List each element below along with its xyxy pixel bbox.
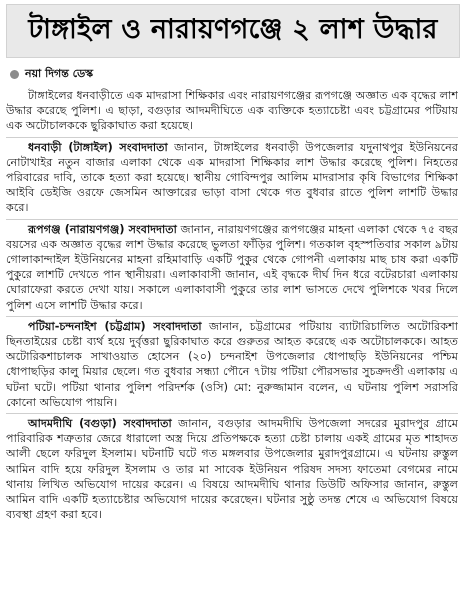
paragraph-text: জানান, বগুড়ার আদমদীঘি উপজেলা সদরের মুরাদপুর গ্রামে পারিবারিক শত্রুতার জেরে ধারালো অস্ত্র দিয়ে প্রতিপক্ষকে হত্যা চেষ্টা চালায় একই গ্রামের মৃত শাহাদত আলী ছেলে ফরিদুল ইসলাম। ঘটনাটি ঘটে গত মঙ্গলবার উপজেলার মুরাদপুরগ্রামে। এ ঘটনায় রুস্তুল আমিন বাদি হয়ে ফরিদুল ইসলাম ও তার মা সাবেক ইউনিয়ন পরিষদ সদস্য ফাতেমা বেগমের নামে থানায় লিখিত অভিযোগ দায়ের করেন। এ বিষয়ে আদমদীঘি থানার ডিউটি অফিসার জানান, রুস্তুল আমিন বাদি একটি হত্যাচেষ্টার অভিযোগ দায়ের করেছেন। ঘটনার সুষ্ঠু তদন্ত শেষে এ অভিযোগ বিষয়ে ব্যবস্থা গ্রহণ করা হবে। — [6, 417, 458, 522]
paragraph-dhanbari — [6, 137, 458, 216]
dateline: ধনবাড়ী (টাঙ্গাইল) সংবাদদাতা — [28, 140, 168, 154]
article-body — [6, 88, 458, 598]
headline: টাঙ্গাইল ও নারায়ণগঞ্জে ২ লাশ উদ্ধার — [6, 4, 460, 58]
paragraph-intro — [6, 88, 458, 134]
dateline: আদমদীঘি (বগুড়া) সংবাদদাতা — [28, 417, 172, 431]
dateline: পটিয়া-চন্দনাইশ (চট্টগ্রাম) সংবাদদাতা — [28, 319, 202, 333]
paragraph-text: জানান, নারায়ণগঞ্জের রূপগঞ্জের মাহনা এলাকা থেকে ৭৫ বছর বয়সের এক অজ্ঞাত বৃদ্ধের লাশ উদ্ধার করেছে ভুলতা ফাঁড়ির পুলিশ। গতকাল বৃহস্পতিবার সকাল ৯টায় গোলাকান্দাইল ইউনিয়নের মাহনা রহিমাবাড়ি একটি পুকুর থেকে গোপনী এলাকায় মাছ চাষ করা একটি পুকুরে লাশটি দেখতে পান স্থানীয়রা। এলাকাবাসী জানান, এই বৃদ্ধকে দীর্ঘ দিন ধরে বটেরচারা এলাকায় ঘোরাফেরা করতে দেখা যায়। সকালে এলাকাবাসী পুকুরে তার লাশ ভাসতে দেখে পুলিশকে খবর দিলে পুলিশ এসে লাশটি উদ্ধার করে। — [6, 222, 458, 312]
paragraph-patiya — [6, 316, 458, 410]
paragraph-text: টাঙ্গাইলের ধনবাড়ীতে এক মাদরাসা শিক্ষিকার এবং নারায়ণগঞ্জের রূপগঞ্জে অজ্ঞাত এক বৃদ্ধের লাশ উদ্ধার করেছে পুলিশ। এ ছাড়া, বগুড়ার আদমদীঘিতে এক ব্যক্তিকে হত্যাচেষ্টা এবং চট্টগ্রামের পটিয়ায় এক অটোচালককে ছুরিকাঘাত করা হয়েছে। — [6, 89, 458, 133]
byline-text: নয়া দিগন্ত ডেস্ক — [25, 66, 94, 80]
dateline: রূপগঞ্জ (নারায়ণগঞ্জ) সংবাদদাতা — [28, 222, 177, 236]
paragraph-text: জানান, টাঙ্গাইলের ধনবাড়ী উপজেলার যদুনাথপুর ইউনিয়নের নোটাখাইর নতুন বাজার এলাকা থেকে এক মাদরাসা শিক্ষিকার লাশ উদ্ধার করেছে পুলিশ। নিহতের পরিবারের দাবি, তাকে হত্যা করা হয়েছে। স্থানীয় গোবিন্দপুর আলিম মাদরাসার কৃষি বিভাগের শিক্ষিকা আইবি ডেইজি ওরফে জেসমিন আক্তারের ভাড়া বাসা থেকে গত বুধবার রাতে পুলিশ লাশটি উদ্ধার করে। — [6, 140, 458, 215]
bullet-icon — [10, 70, 19, 79]
byline — [10, 66, 93, 82]
paragraph-adamdighi — [6, 413, 458, 522]
paragraph-text: জানান, চট্টগ্রামের পটিয়ায় ব্যাটারিচালিত অটোরিকশা ছিনতাইয়ের চেষ্টা ব্যর্থ হয়ে দুর্বৃত্তরা ছুরিকাঘাত করে গুরুতর আহত করেছে এক অটোচালককে। আহত অটোরিকশাচালক সাখাওয়াত হোসেন (২০) চন্দনাইশ উপজেলার ধোপাছড়ি ইউনিয়নের পশ্চিম ধোপাছড়ির কালু মিয়ার ছেলে। গত বুধবার সন্ধ্যা পৌনে ৭টায় পটিয়া পৌরসভার সুচক্রদণ্ডী এলাকায় এ ঘটনা ঘটে। পটিয়া থানার পুলিশ পরিদর্শক (ওসি) মো: নুরুজ্জামান বলেন, এ ঘটনায় পুলিশ সরাসরি কোনো অভিযোগ পায়নি। — [6, 319, 458, 409]
paragraph-rupganj — [6, 219, 458, 313]
